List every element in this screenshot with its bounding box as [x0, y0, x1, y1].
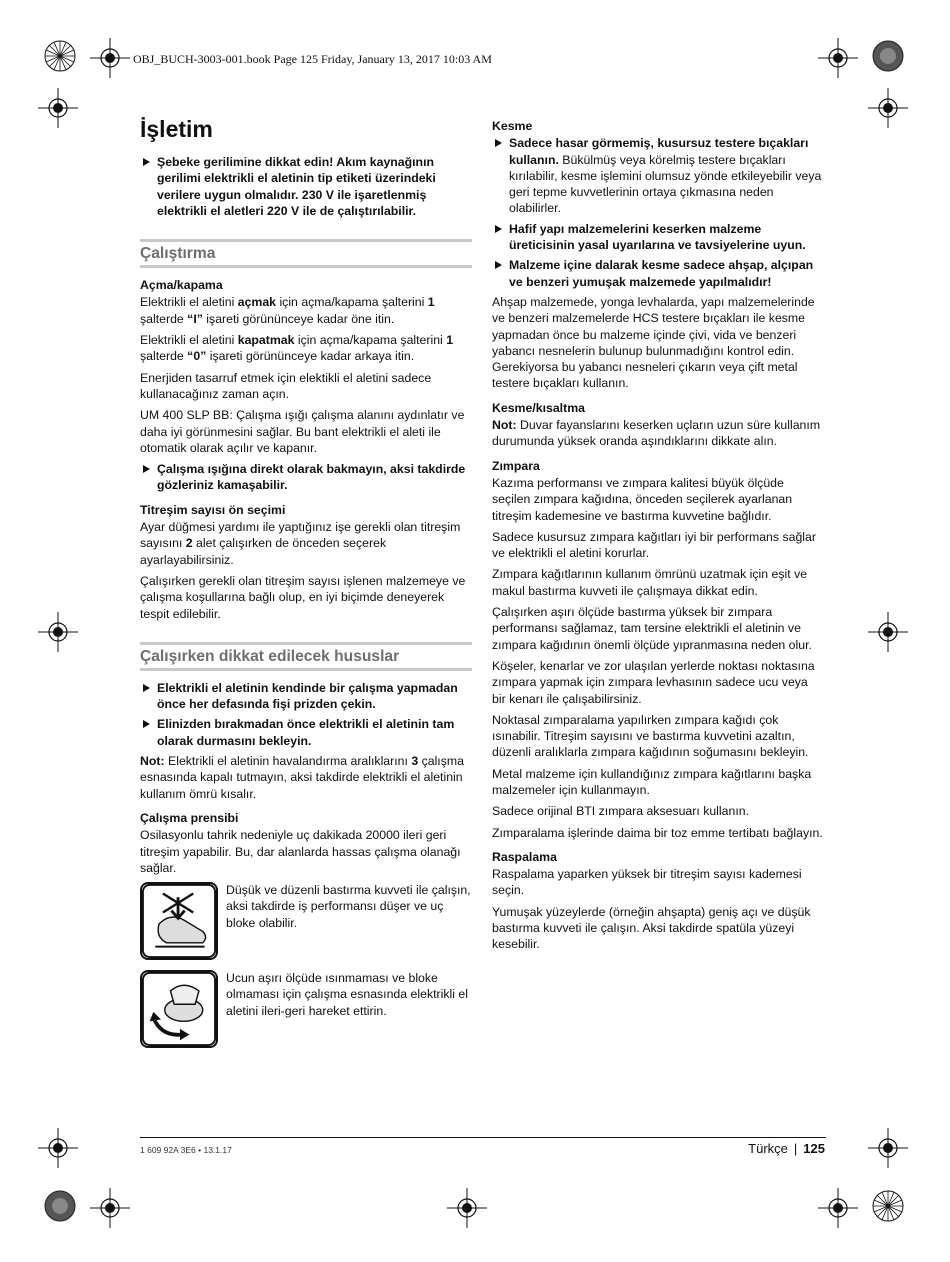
- figure-movement: [140, 970, 472, 1048]
- paragraph-preselect: Ayar düğmesi yardımı ile yaptığınız işe gerekli olan titreşim sayısını 2 alet çalışırken de önceden seçerek ayarlayabilirsiniz.: [140, 520, 461, 567]
- paragraph-scraping-2: Yumuşak yüzeylerde (örneğin ahşapta) geniş açı ve düşük bastırma kuvveti ile çalışın. Aksi takdirde spatüla yüzeyi kesebilir.: [492, 904, 811, 952]
- back-forth-movement-illustration-icon: [140, 970, 218, 1048]
- subheading-on-off: Açma/kapama: [140, 278, 223, 293]
- paragraph-switch-off: Elektrikli el aletini kapatmak için açma/kapama şalterini 1 şalterde “0” işareti görününceye kadar arkaya itin.: [140, 333, 454, 364]
- paragraph-sanding-7: Metal malzeme için kullandığınız zımpara kağıtlarını başka malzemeler için kullanmayın.: [492, 766, 812, 797]
- subheading-shortening: Kesme/kısaltma: [492, 400, 585, 415]
- registration-mark-icon: [447, 1188, 487, 1228]
- registration-mark-icon: [38, 88, 78, 128]
- page-title: İşletim: [140, 116, 213, 142]
- calibration-rosette-icon: [872, 1190, 904, 1222]
- footer-language: Türkçe: [748, 1141, 788, 1156]
- figure-movement-caption: Ucun aşırı ölçüde ısınmaması ve bloke olmaması için çalışma esnasında elektrikli el aletini ileri-geri hareket ettirin.: [226, 971, 468, 1018]
- footer-page-info: [748, 1141, 825, 1156]
- registration-mark-icon: [818, 1188, 858, 1228]
- calibration-rosette-icon: [872, 40, 904, 72]
- note-ventilation: Not: Elektrikli el aletinin havalandırma aralıklarını 3 çalışma esnasında kapalı tutmayın, aksi takdirde elektrikli el aletinin kullanım ömrü kısalır.: [140, 754, 464, 801]
- paragraph-sanding-6: Noktasal zımparalama yapılırken zımpara kağıdı çok ısınabilir. Titreşim sayısını ve bastırma kuvvetini azaltın, düzenli aralıklarla zımpara kağıdının soğumasını bekleyin.: [492, 712, 809, 760]
- bullet-triangle-icon: [495, 261, 502, 269]
- bullet-triangle-icon: [495, 139, 502, 147]
- paragraph-oscillation: Çalışırken gerekli olan titreşim sayısı işlenen malzemeye ve çalışma koşullarına bağlı olup, en iyi biçimde deneyerek tespit edilebilir.: [140, 573, 466, 621]
- registration-mark-icon: [90, 38, 130, 78]
- paragraph-sanding-2: Sadece kusursuz zımpara kağıtları iyi bir performans sağlar ve elektrikli el aletini korurlar.: [492, 529, 816, 561]
- subheading-preselect: Titreşim sayısı ön seçimi: [140, 502, 286, 517]
- bullet-triangle-icon: [143, 720, 150, 728]
- registration-mark-icon: [38, 1128, 78, 1168]
- bullet-triangle-icon: [143, 465, 150, 473]
- figure-pressure-caption: Düşük ve düzenli bastırma kuvveti ile çalışın, aksi takdirde iş performansı düşer ve uç bloke olabilir.: [226, 883, 471, 930]
- paragraph-sanding-5: Köşeler, kenarlar ve zor ulaşılan yerlerde noktası noktasına zımpara yapmak için zımpara levhasının sadece ucu veya bir kenarı ile çalışabilirsiniz.: [492, 658, 815, 706]
- registration-mark-icon: [90, 1188, 130, 1228]
- paragraph-scraping-1: Raspalama yaparken yüksek bir titreşim sayısı kademesi seçin.: [492, 867, 802, 898]
- registration-mark-icon: [868, 88, 908, 128]
- registration-mark-icon: [868, 1128, 908, 1168]
- subheading-cutting: Kesme: [492, 119, 533, 133]
- warning-bullet: Malzeme içine dalarak kesme sadece ahşap, alçıpan ve benzeri yumuşak malzemede yapılmalıdır!: [492, 257, 824, 290]
- footer-code: 1 609 92A 3E6 • 13.1.17: [140, 1145, 232, 1155]
- subheading-sanding: Zımpara: [492, 458, 540, 473]
- print-header: OBJ_BUCH-3003-001.book Page 125 Friday, January 13, 2017 10:03 AM: [133, 52, 492, 66]
- paragraph-work-light: UM 400 SLP BB: Çalışma ışığı çalışma alanını aydınlatır ve daha iyi görünmesini sağlar. Bu bant elektrikli el aleti ile otomatik olarak açılır ve kapanır.: [140, 408, 465, 455]
- calibration-rosette-icon: [44, 1190, 76, 1222]
- paragraph-sanding-1: Kazıma performansı ve zımpara kalitesi büyük ölçüde seçilen zımpara kağıdına, önceden seçilerek ayarlanan titreşim kademesine ve bastırma kuvvetine bağlıdır.: [492, 475, 793, 523]
- bullet-triangle-icon: [143, 158, 150, 166]
- section-heading-start: Çalıştırma: [140, 239, 472, 268]
- paragraph-sanding-4: Çalışırken aşırı ölçüde bastırma yüksek bir zımpara performansı sağlamaz, tam tersine elektrikli el aletinin ve zımpara kağıdının önemli ölçüde yıpranmasına neden olur.: [492, 605, 812, 652]
- registration-mark-icon: [818, 38, 858, 78]
- registration-mark-icon: [868, 612, 908, 652]
- figure-pressure: [140, 882, 472, 960]
- warning-bullet: Sadece hasar görmemiş, kusursuz testere bıçakları kullanın. Bükülmüş veya körelmiş testere bıçakları kırılabilir, kesme işlemini olumsuz yönde etkileyebilir veya geri tepme kuvvetlerinin ortaya çıkmasına neden olabilirler.: [492, 135, 824, 216]
- warning-bullet: Hafif yapı malzemelerini keserken malzeme üreticisinin yasal uyarılarına ve tavsiyelerine uyun.: [492, 221, 824, 254]
- section-heading-notes: Çalışırken dikkat edilecek hususlar: [140, 642, 472, 671]
- registration-mark-icon: [38, 612, 78, 652]
- subheading-principle: Çalışma prensibi: [140, 810, 239, 825]
- footer-rule: [140, 1137, 826, 1138]
- page-number: 125: [803, 1141, 825, 1156]
- right-column: [492, 118, 824, 958]
- bullet-triangle-icon: [495, 225, 502, 233]
- calibration-rosette-icon: [44, 40, 76, 72]
- paragraph-switch-on: Elektrikli el aletini açmak için açma/kapama şalterini 1 şalterde “I” işareti görününceye kadar öne itin.: [140, 295, 435, 326]
- paragraph-hcs-blades: Ahşap malzemede, yonga levhalarda, yapı malzemelerinde ve benzeri malzemelerde HCS testere bıçakları ile kesme yapmadan önce bu malzeme içinde çivi, vida ve benzeri yabancı nesnelerin bulunup bulunmadığını kontrol edin. Gerekiyorsa bu yabancı nesneleri çıkarın veya çift metal testere bıçakları kullanın.: [492, 294, 815, 391]
- footer-separator: |: [793, 1141, 798, 1156]
- paragraph-principle: Osilasyonlu tahrik nedeniyle uç dakikada 20000 ileri geri titreşim yapabilir. Bu, dar alanlarda hassas çalışma olanağı sağlar.: [140, 828, 461, 875]
- warning-bullet: Çalışma ışığına direkt olarak bakmayın, aksi takdirde gözleriniz kamaşabilir.: [140, 461, 472, 494]
- warning-bullet: Şebeke gerilimine dikkat edin! Akım kaynağının gerilimi elektrikli el aletinin tip etiketi üzerindeki verilere uygun olmalıdır. 230 V ile işaretlenmiş elektrikli el aletleri 220 V ile de çalıştırılabilir.: [140, 154, 472, 219]
- subheading-scraping: Raspalama: [492, 849, 557, 864]
- note-tiles: Not: Duvar fayanslarını keserken uçların uzun süre kullanım durumunda yüksek oranda aşındıklarını dikkate alın.: [492, 418, 821, 449]
- warning-bullet: Elinizden bırakmadan önce elektrikli el aletinin tam olarak durmasını bekleyin.: [140, 716, 472, 749]
- paragraph-sanding-9: Zımparalama işlerinde daima bir toz emme tertibatı bağlayın.: [492, 825, 823, 840]
- left-column: [140, 112, 472, 1058]
- warning-bullet: Elektrikli el aletinin kendinde bir çalışma yapmadan önce her defasında fişi prizden çekin.: [140, 680, 472, 713]
- paragraph-energy: Enerjiden tasarruf etmek için elektikli el aletini sadece kullanacağınız zaman açın.: [140, 370, 432, 401]
- paragraph-sanding-8: Sadece orijinal BTI zımpara aksesuarı kullanın.: [492, 804, 749, 819]
- bullet-triangle-icon: [143, 684, 150, 692]
- low-pressure-illustration-icon: [140, 882, 218, 960]
- paragraph-sanding-3: Zımpara kağıtlarının kullanım ömrünü uzatmak için eşit ve makul bastırma kuvveti ile çalışmaya dikkat edin.: [492, 567, 808, 598]
